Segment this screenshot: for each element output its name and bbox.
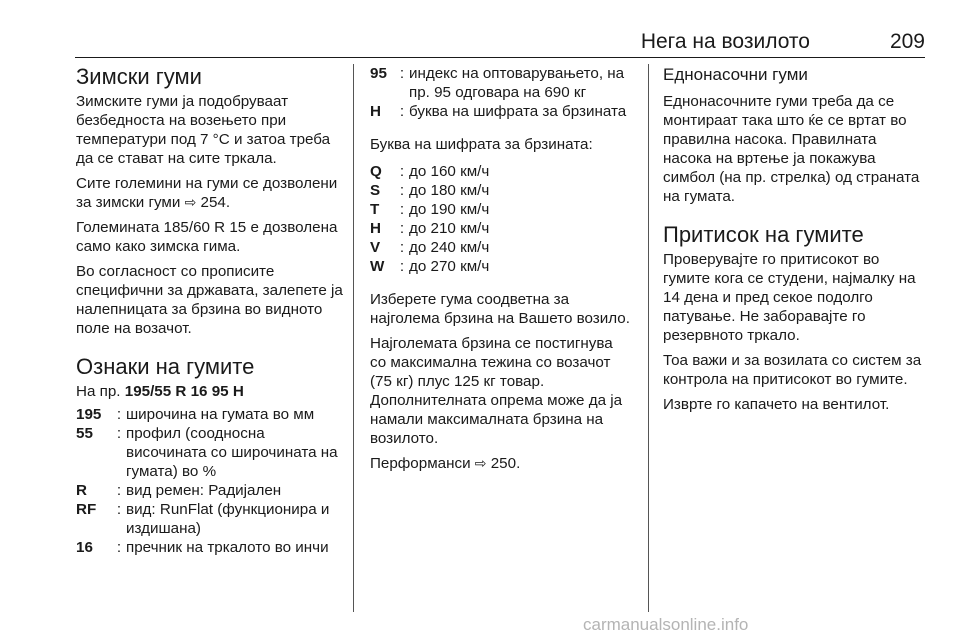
- speed-code-list: [370, 162, 632, 276]
- tyre-pressure-check: Проверувајте го притисокот во гумите кога се студени, најмалку на 14 дена и пред секое подолго патување. Не заборавајте го резервното тркало.: [663, 251, 916, 344]
- list-item: W : до 270 км/ч: [370, 258, 490, 275]
- header-title: Нега на возилото: [640, 30, 810, 53]
- list-item: Q : до 160 км/ч: [370, 163, 490, 180]
- list-item: V : до 240 км/ч: [370, 239, 490, 256]
- designation-list: [76, 405, 346, 557]
- list-item: T : до 190 км/ч: [370, 201, 490, 218]
- winter-tyres-sticker: Во согласност со прописите специфични за државата, залепете ја налепницата за брзина во видното поле на возачот.: [76, 263, 343, 337]
- winter-tyres-sizes: Сите големини на гуми се дозволени за зимски гуми ⇨ 254.: [76, 175, 338, 211]
- column-left: [76, 64, 346, 557]
- speed-selection: Изберете гума соодветна за најголема брзина на Вашето возило.: [370, 291, 630, 327]
- list-item: R : вид ремен: Радијален: [76, 482, 282, 499]
- page-number: 209: [889, 30, 925, 53]
- reference-arrow-icon: ⇨: [184, 194, 197, 210]
- list-item: 16 : пречник на тркалото во инчи: [76, 539, 329, 556]
- watermark: carmanualsonline.info: [583, 615, 749, 634]
- list-item: S : до 180 км/ч: [370, 182, 490, 199]
- designation-list-continued: [370, 64, 632, 121]
- column-right: [663, 64, 928, 414]
- header-rule: [75, 57, 925, 58]
- page-header: [75, 24, 925, 58]
- winter-tyres-size-note: Големината 185/60 R 15 е дозволена само како зимска гима.: [76, 219, 338, 255]
- list-item: 95 : индекс на оптоварувањето, на пр. 95 одговара на 690 кг: [370, 65, 625, 101]
- speed-code-intro: Буква на шифрата за брзината:: [370, 136, 593, 153]
- heading-tyre-pressure: Притисок на гумите: [663, 222, 864, 247]
- directional-tyres-text: Еднонасочните гуми треба да се монтираат така што ќе се вртат во правилна насока. Правилната насока на вртење ја покажува симбол (на пр. стрелка) од страната на гумата.: [663, 93, 920, 205]
- performance-reference: Перформанси ⇨ 250.: [370, 455, 521, 472]
- column-divider: [648, 64, 649, 612]
- valve-cap-instruction: Изврте го капачето на вентилот.: [663, 396, 890, 413]
- heading-winter-tyres: Зимски гуми: [76, 64, 202, 89]
- list-item: RF : вид: RunFlat (функционира и издишана): [76, 501, 330, 537]
- max-speed-note: Најголемата брзина се постигнува со максимална тежина со возачот (75 кг) плус 125 кг товар. Дополнителната опрема може да ја намали максималната брзина на возилото.: [370, 335, 623, 447]
- list-item: H : буква на шифрата за брзината: [370, 103, 627, 120]
- heading-directional-tyres: Еднонасочни гуми: [663, 65, 808, 84]
- column-divider: [353, 64, 354, 612]
- heading-tyre-designations: Ознаки на гумите: [76, 354, 255, 379]
- column-middle: [370, 64, 632, 473]
- designation-example: На пр. 195/55 R 16 95 H: [76, 383, 244, 400]
- reference-arrow-icon: ⇨: [474, 455, 487, 471]
- tyre-pressure-monitoring: Тоа важи и за возилата со систем за контрола на притисокот во гумите.: [663, 352, 922, 388]
- list-item: H : до 210 км/ч: [370, 220, 490, 237]
- list-item: 55 : профил (соодносна височината со широчината на гумата) во %: [76, 425, 338, 480]
- list-item: 195 : широчина на гумата во мм: [76, 406, 315, 423]
- winter-tyres-intro: Зимските гуми ја подобруваат безбедноста на возењето при температури под 7 °C и затоа треба да се стават на сите тркала.: [76, 93, 331, 167]
